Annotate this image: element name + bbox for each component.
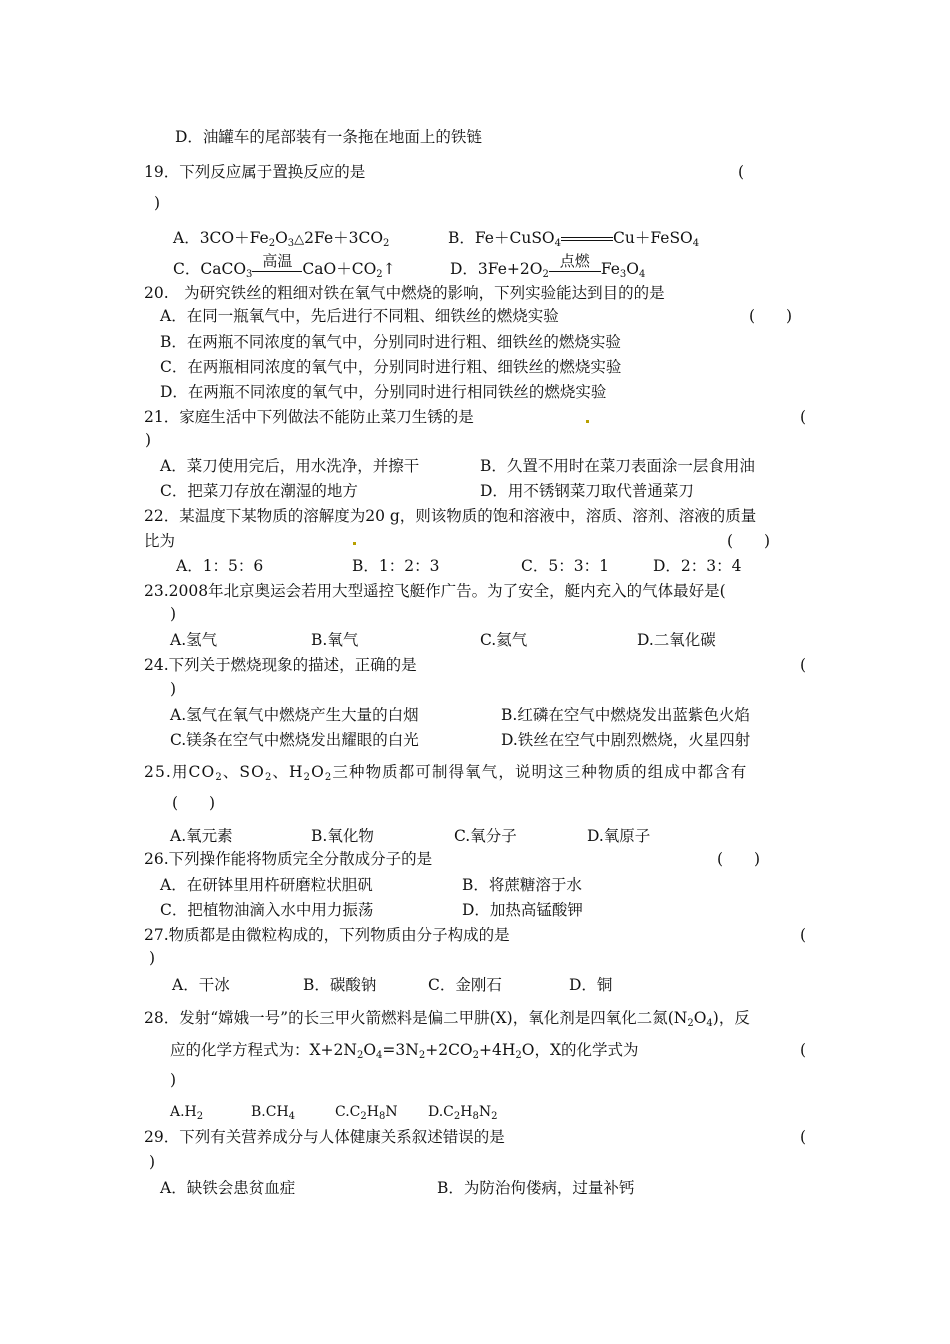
stray-dot — [586, 420, 589, 423]
q29-option-b: B．为防治佝偻病，过量补钙 — [437, 1179, 635, 1197]
q19-close-paren: ) — [154, 194, 161, 212]
q25-option-b: B.氧化物 — [311, 827, 374, 845]
q28-option-b: $B.CH_4$ — [251, 1104, 296, 1122]
reaction-arrow-high-temp: 高温 — [252, 259, 302, 279]
q26-paren: ( ) — [717, 850, 761, 868]
q29-open-paren: ( — [800, 1128, 807, 1146]
q19-option-a: A．$3CO+Fe_2O_3\triangle 2Fe+3CO_2$ — [173, 229, 390, 249]
q20-option-b: B．在两瓶不同浓度的氧气中，分别同时进行粗、细铁丝的燃烧实验 — [160, 333, 621, 351]
q28-equation: 应的化学方程式为：$X+2N_2O_4=3N_2+2CO_2+4H_2O$，X的化学式为 — [170, 1041, 639, 1061]
q26-stem: 26.下列操作能将物质完全分散成分子的是 — [144, 850, 433, 868]
q20-paren: ( ) — [749, 307, 793, 325]
q28-option-d: $D.C_2H_8N_2$ — [428, 1104, 498, 1122]
q20-option-a: A．在同一瓶氧气中，先后进行不同粗、细铁丝的燃烧实验 — [160, 307, 559, 325]
q24-option-d: D.铁丝在空气中剧烈燃烧，火星四射 — [501, 731, 751, 749]
q19-open-paren: ( — [738, 163, 745, 181]
q29-stem: 29．下列有关营养成分与人体健康关系叙述错误的是 — [144, 1128, 505, 1146]
q27-stem: 27.物质都是由微粒构成的，下列物质由分子构成的是 — [144, 926, 510, 944]
q25-option-d: D.氧原子 — [587, 827, 651, 845]
q24-option-c: C.镁条在空气中燃烧发出耀眼的白光 — [170, 731, 419, 749]
q27-option-d: D．铜 — [569, 976, 613, 994]
q29-close-paren: ) — [149, 1153, 156, 1171]
q20-option-c: C．在两瓶相同浓度的氧气中，分别同时进行粗、细铁丝的燃烧实验 — [160, 358, 622, 376]
q26-option-b: B．将蔗糖溶于水 — [462, 876, 582, 894]
q28-stem: 28．发射“嫦娥一号”的长三甲火箭燃料是偏二甲肼(X)，氧化剂是四氧化二氮$(N_2O_4)$，反 — [144, 1009, 750, 1029]
q23-close-paren: ) — [170, 605, 177, 623]
q21-option-a: A．菜刀使用完后，用水洗净，并擦干 — [160, 457, 420, 475]
q26-option-a: A．在研钵里用杵研磨粒状胆矾 — [160, 876, 373, 894]
q23-option-c: C.氦气 — [480, 631, 528, 649]
q22-option-b: B．1：2：3 — [352, 557, 440, 575]
reaction-arrow-ignite: 点燃 — [549, 259, 601, 279]
q22-stem: 22．某温度下某物质的溶解度为20 g，则该物质的饱和溶液中，溶质、溶剂、溶液的质量 — [144, 507, 757, 525]
q27-close-paren: ) — [149, 949, 156, 967]
q19-stem: 19．下列反应属于置换反应的是 — [144, 163, 366, 181]
q23-option-d: D.二氧化碳 — [637, 631, 716, 649]
equals-double-bar — [561, 228, 613, 248]
q19-option-c: C．CaCO$_3$ 高温 $CaO+CO_2↑$ — [173, 252, 396, 280]
q23-stem: 23.2008年北京奥运会若用大型遥控飞艇作广告。为了安全，艇内充入的气体最好是( — [144, 582, 726, 600]
q23-option-a: A.氢气 — [170, 631, 218, 649]
heating-triangle-icon: △ — [294, 232, 305, 247]
q24-open-paren: ( — [800, 656, 807, 674]
q22-option-c: C．5：3：1 — [521, 557, 609, 575]
q20-stem: 20. 为研究铁丝的粗细对铁在氧气中燃烧的影响，下列实验能达到目的的是 — [144, 284, 665, 302]
q29-option-a: A．缺铁会患贫血症 — [160, 1179, 296, 1197]
q25-option-a: A.氧元素 — [170, 827, 233, 845]
q27-option-c: C．金刚石 — [428, 976, 502, 994]
q28-option-a: $A.H_2$ — [170, 1104, 204, 1122]
q28-option-c: $C.C_2H_8N$ — [335, 1104, 398, 1122]
q22-option-d: D．2：3：4 — [653, 557, 742, 575]
stray-dot — [353, 542, 356, 545]
q18-option-d: D．油罐车的尾部装有一条拖在地面上的铁链 — [175, 128, 482, 146]
q23-option-b: B.氧气 — [311, 631, 359, 649]
q19-option-d: D．$3Fe+2O_2$ 点燃 $Fe_3O_4$ — [450, 252, 646, 280]
q24-close-paren: ) — [170, 680, 177, 698]
q22-paren: ( ) — [727, 532, 771, 550]
q21-option-d: D．用不锈钢菜刀取代普通菜刀 — [480, 482, 694, 500]
q22-stem-cont: 比为 — [144, 532, 176, 550]
q25-stem: 25.用$CO_2$、$SO_2$、$H_2O_2$三种物质都可制得氧气，说明这三种物质的组成中都含有 — [144, 763, 748, 783]
q27-option-b: B．碳酸钠 — [303, 976, 377, 994]
q22-option-a: A．1：5：6 — [176, 557, 264, 575]
q26-option-c: C．把植物油滴入水中用力振荡 — [160, 901, 374, 919]
q26-option-d: D．加热高锰酸钾 — [462, 901, 583, 919]
q25-option-c: C.氧分子 — [454, 827, 517, 845]
q27-option-a: A．干冰 — [172, 976, 230, 994]
q27-open-paren: ( — [800, 926, 807, 944]
q21-close-paren: ) — [145, 431, 152, 449]
q28-open-paren: ( — [800, 1041, 807, 1059]
q24-stem: 24.下列关于燃烧现象的描述，正确的是 — [144, 656, 417, 674]
q21-open-paren: ( — [800, 408, 807, 426]
q25-paren: ( ) — [172, 794, 216, 812]
q28-close-paren: ) — [170, 1071, 177, 1089]
q24-option-b: B.红磷在空气中燃烧发出蓝紫色火焰 — [501, 706, 750, 724]
q20-option-d: D．在两瓶不同浓度的氧气中，分别同时进行相同铁丝的燃烧实验 — [160, 383, 607, 401]
q19-option-b: B．Fe＋CuSO$_4$ Cu＋FeSO$_4$ — [448, 229, 700, 249]
gas-arrow-icon: ↑ — [382, 260, 396, 278]
q24-option-a: A.氢气在氧气中燃烧产生大量的白烟 — [170, 706, 419, 724]
q21-option-c: C．把菜刀存放在潮湿的地方 — [160, 482, 358, 500]
q21-option-b: B．久置不用时在菜刀表面涂一层食用油 — [480, 457, 755, 475]
q21-stem: 21．家庭生活中下列做法不能防止菜刀生锈的是 — [144, 408, 474, 426]
